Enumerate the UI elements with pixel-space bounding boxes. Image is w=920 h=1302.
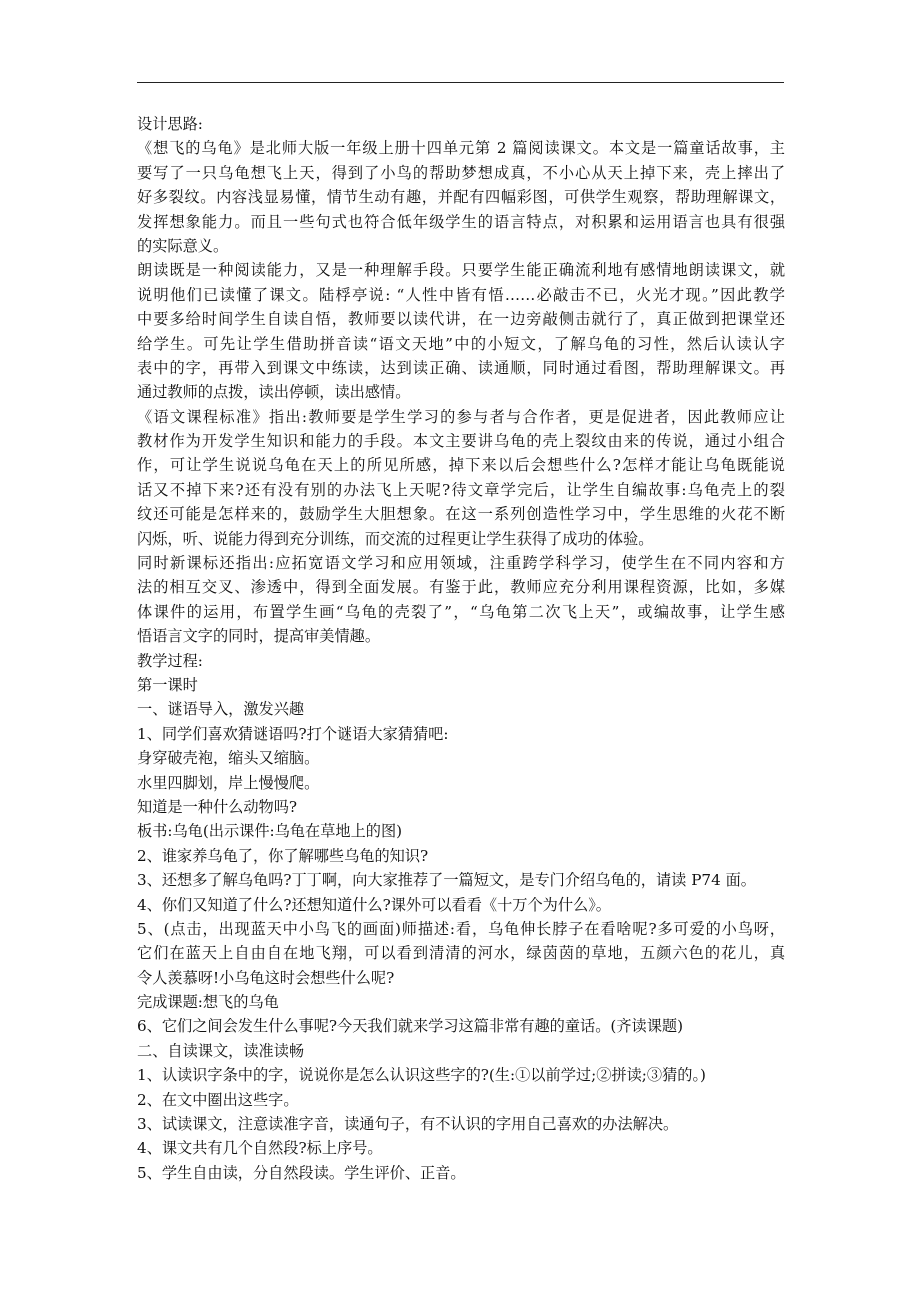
paragraph-line: 作，可让学生说说乌龟在天上的所见所感，掉下来以后会想些什么?怎样才能让乌龟既能说 — [137, 456, 785, 475]
list-item: 4、课文共有几个自然段?标上序号。 — [137, 1139, 383, 1158]
list-item: 它们在蓝天上自由自在地飞翔，可以看到清清的河水，绿茵茵的草地，五颜六色的花儿，真 — [137, 944, 785, 963]
paragraph-line: 好多裂纹。内容浅显易懂，情节生动有趣，并配有四幅彩图，可供学生观察，帮助理解课文， — [137, 188, 785, 207]
paragraph-line: 闪烁，听、说能力得到充分训练，而交流的过程更让学生获得了成功的体验。 — [137, 529, 654, 548]
list-item: 5、学生自由读，分自然段读。学生评价、正音。 — [137, 1163, 466, 1182]
list-item: 4、你们又知道了什么?还想知道什么?课外可以看看《十万个为什么》。 — [137, 895, 611, 914]
list-item: 3、还想多了解乌龟吗?丁丁啊，向大家推荐了一篇短文，是专门介绍乌龟的，请读 P74 面。 — [137, 871, 756, 890]
lesson-heading: 第一课时 — [137, 675, 198, 694]
paragraph-line: 通过教师的点拨，读出停顿，读出感情。 — [137, 383, 411, 402]
paragraph-line: 法的相互交叉、渗透中，得到全面发展。有鉴于此，教师应充分利用课程资源，比如，多媒 — [137, 578, 785, 597]
list-item: 1、认读识字条中的字，说说你是怎么认识这些字的?(生:①以前学过;②拼读;③猜的。) — [137, 1066, 706, 1085]
paragraph-line: 说明他们已读懂了课文。陆桴亭说: “人性中皆有悟……必敲击不已，火光才现。”因此教学 — [137, 285, 785, 304]
list-item: 2、谁家养乌龟了，你了解哪些乌龟的知识? — [137, 846, 429, 865]
riddle-line: 水里四脚划，岸上慢慢爬。 — [137, 773, 320, 792]
paragraph-line: 教材作为开发学生知识和能力的手段。本文主要讲乌龟的壳上裂纹由来的传说，通过小组合 — [137, 432, 785, 451]
step-heading: 一、谜语导入，激发兴趣 — [137, 700, 305, 719]
section-heading-design: 设计思路: — [137, 115, 203, 133]
paragraph-line: 《想飞的乌龟》是北师大版一年级上册十四单元第 2 篇阅读课文。本文是一篇童话故事，主 — [137, 139, 785, 158]
paragraph-line: 中要多给时间学生自读自悟，教师要以读代讲，在一边旁敲侧击就行了，真正做到把课堂还 — [137, 310, 785, 329]
paragraph-line: 发挥想象能力。而且一些句式也符合低年级学生的语言特点，对积累和运用语言也具有很强 — [137, 212, 785, 231]
list-item: 完成课题:想飞的乌龟 — [137, 993, 279, 1012]
paragraph-line: 同时新课标还指出:应拓宽语文学习和应用领域，注重跨学科学习，使学生在不同内容和方 — [137, 554, 785, 573]
document-body — [137, 112, 785, 1185]
riddle-line: 身穿破壳袍，缩头又缩脑。 — [137, 749, 320, 768]
paragraph-line: 体课件的运用，布置学生画“乌龟的壳裂了”，“乌龟第二次飞上天”，或编故事，让学生感 — [137, 602, 785, 621]
list-item: 3、试读课文，注意读准字音，读通句子，有不认识的字用自己喜欢的办法解决。 — [137, 1115, 679, 1134]
paragraph-line: 纹还可能是怎样来的，鼓励学生大胆想象。在这一系列创造性学习中，学生思维的火花不断 — [137, 505, 785, 524]
paragraph-line: 要写了一只乌龟想飞上天，得到了小鸟的帮助梦想成真，不小心从天上掉下来，壳上摔出了 — [137, 163, 785, 182]
list-item: 6、它们之间会发生什么事呢?今天我们就来学习这篇非常有趣的童话。(齐读课题) — [137, 1017, 684, 1036]
paragraph-line: 《语文课程标准》指出:教师要是学生学习的参与者与合作者，更是促进者，因此教师应让 — [137, 407, 785, 426]
paragraph-line: 的实际意义。 — [137, 236, 229, 255]
section-heading-process: 教学过程: — [137, 651, 203, 670]
paragraph-line: 表中的字，再带入到课文中练读，达到读正确、读通顺，同时通过看图，帮助理解课文。再 — [137, 358, 785, 377]
list-item: 1、同学们喜欢猜谜语吗?打个谜语大家猜猜吧: — [137, 724, 449, 743]
paragraph-line: 朗读既是一种阅读能力，又是一种理解手段。只要学生能正确流利地有感情地朗读课文，就 — [137, 261, 785, 280]
paragraph-line: 话又不掉下来?还有没有别的办法飞上天呢?待文章学完后，让学生自编故事:乌龟壳上的裂 — [137, 480, 785, 499]
list-item: 板书:乌龟(出示课件:乌龟在草地上的图) — [137, 822, 403, 841]
step-heading: 二、自读课文，读准读畅 — [137, 1041, 305, 1060]
list-item: 2、在文中圈出这些字。 — [137, 1090, 299, 1109]
list-item: 令人羡慕呀!小乌龟这时会想些什么呢? — [137, 968, 395, 987]
list-item: 5、(点击，出现蓝天中小鸟飞的画面)师描述:看，乌龟伸长脖子在看啥呢?多可爱的小鸟呀， — [137, 919, 785, 938]
list-item: 知道是一种什么动物吗? — [137, 797, 298, 816]
header-rule — [137, 82, 784, 83]
paragraph-line: 悟语言文字的同时，提高审美情趣。 — [137, 627, 380, 646]
paragraph-line: 给学生。可先让学生借助拼音读“语文天地”中的小短文，了解乌龟的习性，然后认读认字 — [137, 334, 785, 353]
